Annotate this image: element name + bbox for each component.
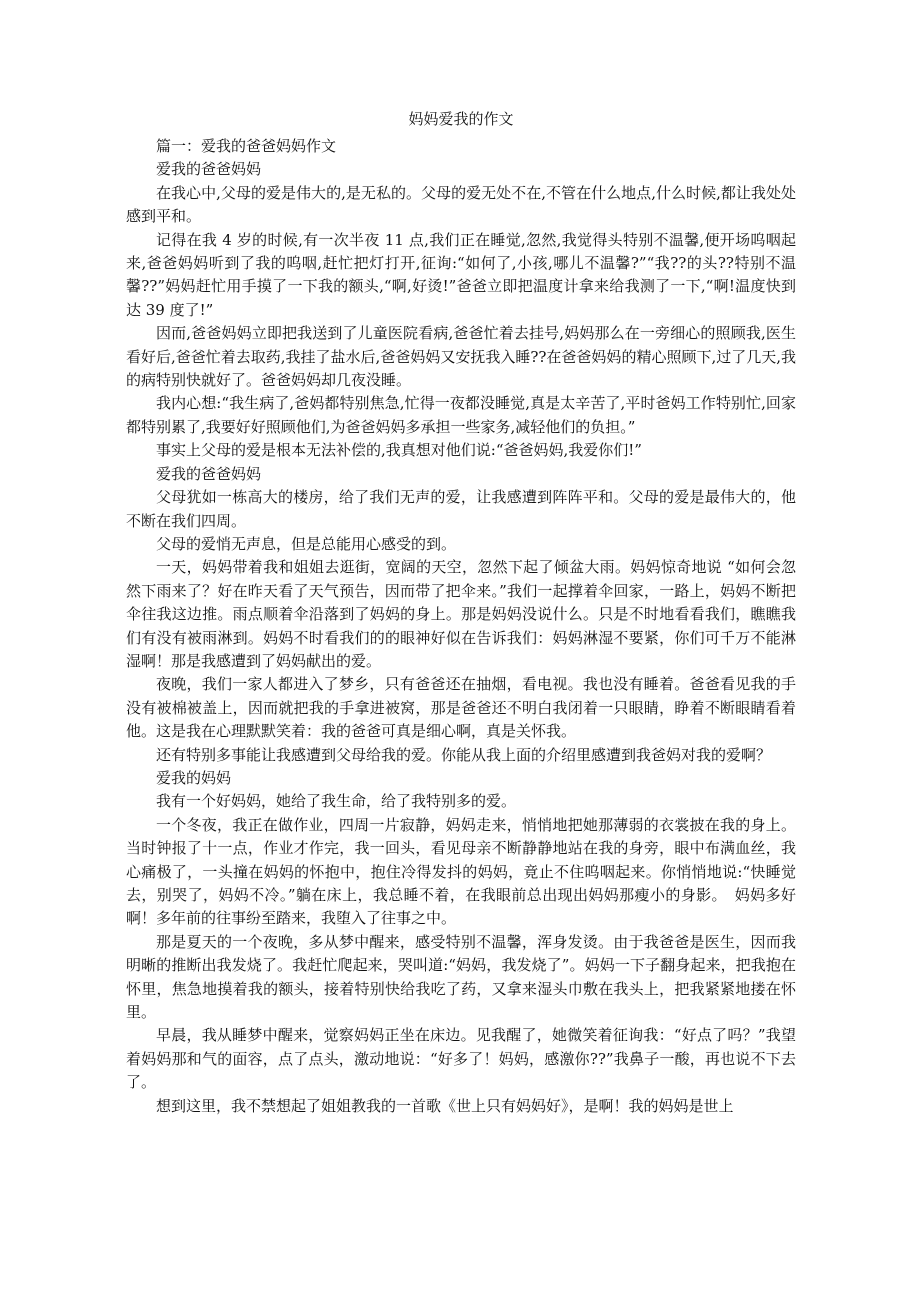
paragraph: 我有一个好妈妈，她给了我生命，给了我特别多的爱。: [156, 792, 517, 811]
paragraph: 早晨，我从睡梦中醒来，觉察妈妈正坐在床边。见我醒了，她微笑着征询我：“好点了吗？”我望着妈妈那和气的面容，点了点头，激动地说：“好多了！妈妈，感激你??”我鼻子一酸，再也说不下去了。: [126, 1026, 796, 1092]
article-heading: 爱我的爸爸妈妈: [156, 464, 262, 483]
paragraph: 一天，妈妈带着我和姐姐去逛街，宽阔的天空，忽然下起了倾盆大雨。妈妈惊奇地说 “如何会忽然下雨来了？好在昨天看了天气预告，因而带了把伞来。”我们一起撑着伞回家，一路上，妈妈不断把伞往我这边推。雨点顺着伞沿落到了妈妈的身上。那是妈妈没说什么。只是不时地看看我们，瞧瞧我们有没有被雨淋到。妈妈不时看我们的的眼神好似在告诉我们：妈妈淋湿不要紧，你们可千万不能淋湿啊！那是我感遭到了妈妈献出的爱。: [126, 558, 796, 670]
paragraph: 在我心中,父母的爱是伟大的,是无私的。父母的爱无处不在,不管在什么地点,什么时候,都让我处处感到平和。: [126, 183, 796, 226]
paragraph: 一个冬夜，我正在做作业，四周一片寂静，妈妈走来，悄悄地把她那薄弱的衣裳披在我的身上。当时钟报了十一点，作业才作完，我一回头，看见母亲不断静静地站在我的身旁，眼中布满血丝，我心痛极了，一头撞在妈妈的怀抱中，抱住冷得发抖的妈妈，竟止不住呜咽起来。你悄悄地说:“快睡觉去，别哭了，妈妈不冷。”躺在床上，我总睡不着，在我眼前总出现出妈妈那瘦小的身影。 妈妈多好啊！多年前的往事纷至踏来，我堕入了往事之中。: [126, 815, 796, 928]
paragraph: 想到这里，我不禁想起了姐姐教我的一首歌《世上只有妈妈好》，是啊！我的妈妈是世上: [156, 1096, 734, 1115]
article-heading: 爱我的爸爸妈妈: [156, 160, 262, 179]
paragraph: 我内心想:“我生病了,爸妈都特别焦急,忙得一夜都没睡觉,真是太辛苦了,平时爸妈工作特别忙,回家都特别累了,我要好好照顾他们,为爸爸妈妈多承担一些家务,减轻他们的负担。”: [126, 394, 796, 436]
section-heading: 篇一：爱我的爸爸妈妈作文: [156, 137, 337, 155]
article-heading: 爱我的妈妈: [156, 768, 232, 787]
document-title: 妈妈爱我的作文: [408, 110, 514, 128]
paragraph: 还有特别多事能让我感遭到父母给我的爱。你能从我上面的介绍里感遭到我爸妈对我的爱啊？: [156, 745, 772, 764]
paragraph: 事实上父母的爱是根本无法补偿的,我真想对他们说:“爸爸妈妈,我爱你们!”: [156, 441, 642, 460]
paragraph: 父母的爱悄无声息，但是总能用心感受的到。: [156, 534, 457, 553]
paragraph: 因而,爸爸妈妈立即把我送到了儿童医院看病,爸爸忙着去挂号,妈妈那么在一旁细心的照顾我,医生看好后,爸爸忙着去取药,我挂了盐水后,爸爸妈妈又安抚我入睡??在爸爸妈妈的精心照顾下,过了几天,我的病特别快就好了。爸爸妈妈却几夜没睡。: [126, 324, 796, 390]
paragraph: 那是夏天的一个夜晚，多从梦中醒来，感受特别不温馨，浑身发烫。由于我爸爸是医生，因而我明晰的推断出我发烧了。我赶忙爬起来，哭叫道:“妈妈，我发烧了”。妈妈一下子翻身起来，把我抱在怀里，焦急地摸着我的额头，接着特别快给我吃了药，又拿来湿头巾敷在我头上，把我紧紧地搂在怀里。: [126, 932, 796, 1022]
paragraph: 记得在我 4 岁的时候,有一次半夜 11 点,我们正在睡觉,忽然,我觉得头特别不温馨,便开场呜咽起来,爸爸妈妈听到了我的呜咽,赶忙把灯打开,征询:“如何了,小孩,哪儿不温馨?”“我??的头??特别不温馨??”妈妈赶忙用手摸了一下我的额头,“啊,好烫!”爸爸立即把温度计拿来给我测了一下,“啊!温度快到达 39 度了!”: [126, 230, 796, 319]
paragraph: 父母犹如一栋高大的楼房，给了我们无声的爱，让我感遭到阵阵平和。父母的爱是最伟大的，他不断在我们四周。: [126, 488, 796, 530]
paragraph: 夜晚，我们一家人都进入了梦乡，只有爸爸还在抽烟，看电视。我也没有睡着。爸爸看见我的手没有被棉被盖上，因而就把我的手拿进被窝，那是爸爸还不明白我闭着一只眼睛，睁着不断眼睛看着他。这是我在心理默默笑着：我的爸爸可真是细心啊，真是关怀我。: [126, 675, 796, 741]
document-page: [126, 108, 796, 1118]
